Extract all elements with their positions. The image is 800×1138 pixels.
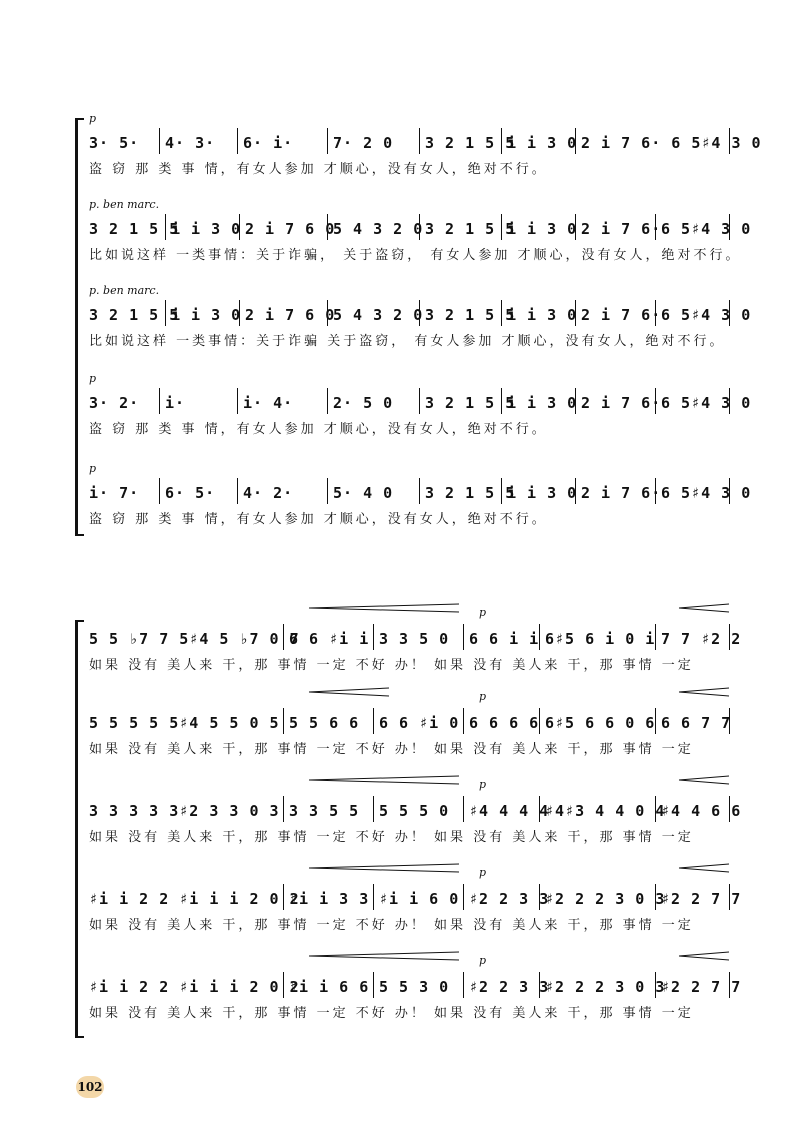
measure: 3 2 1 5 5 (89, 306, 180, 324)
barline (283, 624, 284, 650)
barline (283, 708, 284, 734)
barline (575, 388, 576, 414)
note-row (89, 708, 732, 734)
lyrics-line: 如果 没有 美人来 干，那 事情 一定 不好 办！ 如果 没有 美人来 干，那 事情 一定 (89, 742, 694, 757)
measure: i i 3 0 (507, 484, 578, 502)
measure: 3 3 5 5 (289, 802, 360, 820)
barline (373, 624, 374, 650)
measure: i i 3 0 (507, 306, 578, 324)
page-number: 102 (76, 1076, 104, 1098)
barline (655, 884, 656, 910)
barline (729, 624, 730, 650)
system-bracket (75, 118, 84, 536)
measure: ♯2 2 7 7 (661, 978, 742, 996)
voice-part-1 (89, 112, 762, 180)
barline (539, 796, 540, 822)
voice-part-3 (89, 284, 752, 352)
voice-part-3 (89, 778, 742, 848)
dynamic-marking: p. ben marc. (89, 284, 160, 297)
barline (539, 884, 540, 910)
barline (575, 214, 576, 240)
crescendo-hairpin (679, 604, 729, 612)
dynamic-marking: p (479, 866, 487, 879)
barline (373, 708, 374, 734)
barline (655, 796, 656, 822)
measure: 5 4 3 2 0 (333, 220, 424, 238)
barline (501, 300, 502, 326)
barline (283, 884, 284, 910)
barline (655, 624, 656, 650)
barline (239, 214, 240, 240)
measure: ♯i i 2 2 ♯i i i 2 0 2 (89, 890, 300, 908)
measure: 6 5♯4 3 0 (661, 394, 752, 412)
barline (575, 300, 576, 326)
measure: i i 3 0 (507, 220, 578, 238)
crescendo-hairpin (309, 776, 459, 784)
crescendo-hairpin (679, 688, 729, 696)
dynamic-marking: p (479, 778, 487, 791)
measure: 3 2 1 5 5 (89, 220, 180, 238)
barline (501, 388, 502, 414)
barline (655, 300, 656, 326)
lyrics-line: 如果 没有 美人来 干，那 事情 一定 不好 办！ 如果 没有 美人来 干，那 事情 一定 (89, 658, 694, 673)
barline (419, 478, 420, 504)
barline (729, 796, 730, 822)
barline (655, 972, 656, 998)
note-row (89, 884, 742, 910)
barline (463, 624, 464, 650)
barline (501, 214, 502, 240)
barline (539, 708, 540, 734)
barline (419, 214, 420, 240)
voice-part-2 (89, 198, 752, 266)
measure: 5· 4 0 (333, 484, 394, 502)
crescendo-hairpin (679, 864, 729, 872)
lyrics-line: 盗 窃 那 类 事 情，有女人参加 才顺心，没有女人，绝对不行。 (89, 162, 548, 177)
dynamic-marking: p. ben marc. (89, 198, 160, 211)
measure: 4· 2· (243, 484, 294, 502)
measure: ♯i i 6 0 (379, 890, 460, 908)
barline (575, 478, 576, 504)
barline (159, 478, 160, 504)
measure: 3· 2· (89, 394, 140, 412)
barline (501, 128, 502, 154)
dynamic-marking: p (89, 462, 97, 475)
measure: ♯2 2 2 3 0 3 (545, 890, 666, 908)
barline (327, 214, 328, 240)
barline (165, 214, 166, 240)
measure: 6 6 i i (469, 630, 540, 648)
measure: 2· 5 0 (333, 394, 394, 412)
barline (373, 796, 374, 822)
measure: 2 i 7 6· (581, 220, 662, 238)
measure: 4· 3· (165, 134, 216, 152)
barline (655, 708, 656, 734)
barline (539, 972, 540, 998)
barline (539, 624, 540, 650)
barline (501, 478, 502, 504)
score-system-1 (75, 112, 762, 536)
measure: i· (165, 394, 186, 412)
measure: 3 2 1 5 5 (425, 484, 516, 502)
measure: 3 3 5 0 (379, 630, 450, 648)
barline (729, 214, 730, 240)
barline (239, 300, 240, 326)
barline (655, 214, 656, 240)
barline (283, 796, 284, 822)
barline (283, 972, 284, 998)
barline (463, 708, 464, 734)
measure: 2 i 7 6 0 (245, 306, 336, 324)
measure: 6 5♯4 3 0 (661, 306, 752, 324)
measure: 3 2 1 5 5 (425, 220, 516, 238)
note-row (89, 128, 762, 154)
measure: 6· i· (243, 134, 294, 152)
lyrics-line: 如果 没有 美人来 干，那 事情 一定 不好 办！ 如果 没有 美人来 干，那 事情 一定 (89, 1006, 694, 1021)
measure: 5 5 5 5 5♯4 5 5 0 5 (89, 714, 280, 732)
measure: ♯2 2 3 3 (469, 890, 550, 908)
measure: 5 5 5 0 (379, 802, 450, 820)
measure: ♯4♯3 4 4 0 4 (545, 802, 666, 820)
barline (159, 388, 160, 414)
lyrics-line: 盗 窃 那 类 事 情，有女人参加 才顺心，没有女人，绝对不行。 (89, 512, 548, 527)
measure: 3· 5· (89, 134, 140, 152)
crescendo-hairpin (309, 604, 459, 612)
crescendo-hairpin (309, 952, 459, 960)
measure: 6 5♯4 3 0 (661, 220, 752, 238)
barline (327, 300, 328, 326)
note-row (89, 300, 752, 326)
barline (729, 388, 730, 414)
barline (327, 128, 328, 154)
voice-part-4 (89, 866, 742, 936)
measure: 5 5 3 0 (379, 978, 450, 996)
measure: 6♯5 6 i 0 i (545, 630, 656, 648)
voice-part-5 (89, 954, 742, 1024)
measure: 3 2 1 5 5 (425, 394, 516, 412)
barline (729, 300, 730, 326)
barline (327, 388, 328, 414)
barline (237, 128, 238, 154)
barline (237, 478, 238, 504)
measure: i i 3 0 (171, 306, 242, 324)
note-row (89, 624, 742, 650)
system-bracket (75, 620, 84, 1038)
barline (419, 128, 420, 154)
measure: 5 5 6 6 (289, 714, 360, 732)
barline (575, 128, 576, 154)
barline (373, 972, 374, 998)
measure: 2 i 7 6· (581, 394, 662, 412)
dynamic-marking: p (479, 690, 487, 703)
barline (655, 388, 656, 414)
note-row (89, 478, 752, 504)
barline (419, 300, 420, 326)
score-system-2 (75, 606, 745, 1038)
lyrics-line: 如果 没有 美人来 干，那 事情 一定 不好 办！ 如果 没有 美人来 干，那 事情 一定 (89, 830, 694, 845)
measure: 6 6 6 6 (469, 714, 540, 732)
crescendo-hairpin (679, 776, 729, 784)
measure: ♯2 2 3 3 (469, 978, 550, 996)
note-row (89, 796, 742, 822)
voice-part-4 (89, 372, 752, 440)
barline (729, 478, 730, 504)
measure: ♯4 4 4 4 (469, 802, 550, 820)
measure: 2 i 7 6· (581, 484, 662, 502)
measure: ♯2 2 7 7 (661, 890, 742, 908)
note-row (89, 388, 752, 414)
barline (729, 128, 730, 154)
measure: 2 i 7 6· (581, 306, 662, 324)
measure: 7· 2 0 (333, 134, 394, 152)
barline (729, 972, 730, 998)
measure: 2 i 7 6· 6 5♯4 3 0 (581, 134, 762, 152)
barline (327, 478, 328, 504)
measure: ♯2 2 2 3 0 3 (545, 978, 666, 996)
measure: i i 3 0 (507, 134, 578, 152)
voice-part-1 (89, 606, 742, 676)
measure: 3 3 3 3 3♯2 3 3 0 3 (89, 802, 280, 820)
measure: ♯i i 6 6 (289, 978, 370, 996)
note-row (89, 972, 742, 998)
voice-part-2 (89, 690, 732, 760)
measure: 6 6 ♯i 0 (379, 714, 460, 732)
barline (237, 388, 238, 414)
measure: i i 3 0 (507, 394, 578, 412)
dynamic-marking: p (89, 112, 97, 125)
voice-part-5 (89, 462, 752, 530)
barline (165, 300, 166, 326)
measure: ♯i i 2 2 ♯i i i 2 0 2 (89, 978, 300, 996)
barline (419, 388, 420, 414)
measure: i· 7· (89, 484, 140, 502)
barline (373, 884, 374, 910)
lyrics-line: 如果 没有 美人来 干，那 事情 一定 不好 办！ 如果 没有 美人来 干，那 事情 一定 (89, 918, 694, 933)
crescendo-hairpin (309, 864, 459, 872)
lyrics-line: 比如说这样 一类事情：关于诈骗， 关于盗窃， 有女人参加 才顺心，没有女人，绝对不行。 (89, 248, 742, 263)
dynamic-marking: p (89, 372, 97, 385)
barline (463, 884, 464, 910)
measure: 6 5♯4 3 0 (661, 484, 752, 502)
measure: 7 7 ♯2 2 (661, 630, 742, 648)
measure: ♯i i 3 3 (289, 890, 370, 908)
barline (463, 796, 464, 822)
barline (463, 972, 464, 998)
measure: 3 2 1 5 5 (425, 134, 516, 152)
measure: ♯4 4 6 6 (661, 802, 742, 820)
barline (729, 708, 730, 734)
dynamic-marking: p (479, 606, 487, 619)
dynamic-marking: p (479, 954, 487, 967)
barline (159, 128, 160, 154)
measure: i· 4· (243, 394, 294, 412)
crescendo-hairpin (679, 952, 729, 960)
crescendo-hairpin (309, 688, 389, 696)
note-row (89, 214, 752, 240)
barline (729, 884, 730, 910)
measure: i i 3 0 (171, 220, 242, 238)
measure: 5 4 3 2 0 (333, 306, 424, 324)
measure: 2 i 7 6 0 (245, 220, 336, 238)
measure: 6 6 ♯i i (289, 630, 370, 648)
lyrics-line: 盗 窃 那 类 事 情，有女人参加 才顺心，没有女人，绝对不行。 (89, 422, 548, 437)
measure: 3 2 1 5 5 (425, 306, 516, 324)
measure: 6 6 7 7 (661, 714, 732, 732)
measure: 6♯5 6 6 0 6 (545, 714, 656, 732)
measure: 5 5 ♭7 7 5♯4 5 ♭7 0 7 (89, 630, 300, 648)
lyrics-line: 比如说这样 一类事情：关于诈骗 关于盗窃， 有女人参加 才顺心，没有女人，绝对不行。 (89, 334, 726, 349)
measure: 6· 5· (165, 484, 216, 502)
barline (655, 478, 656, 504)
